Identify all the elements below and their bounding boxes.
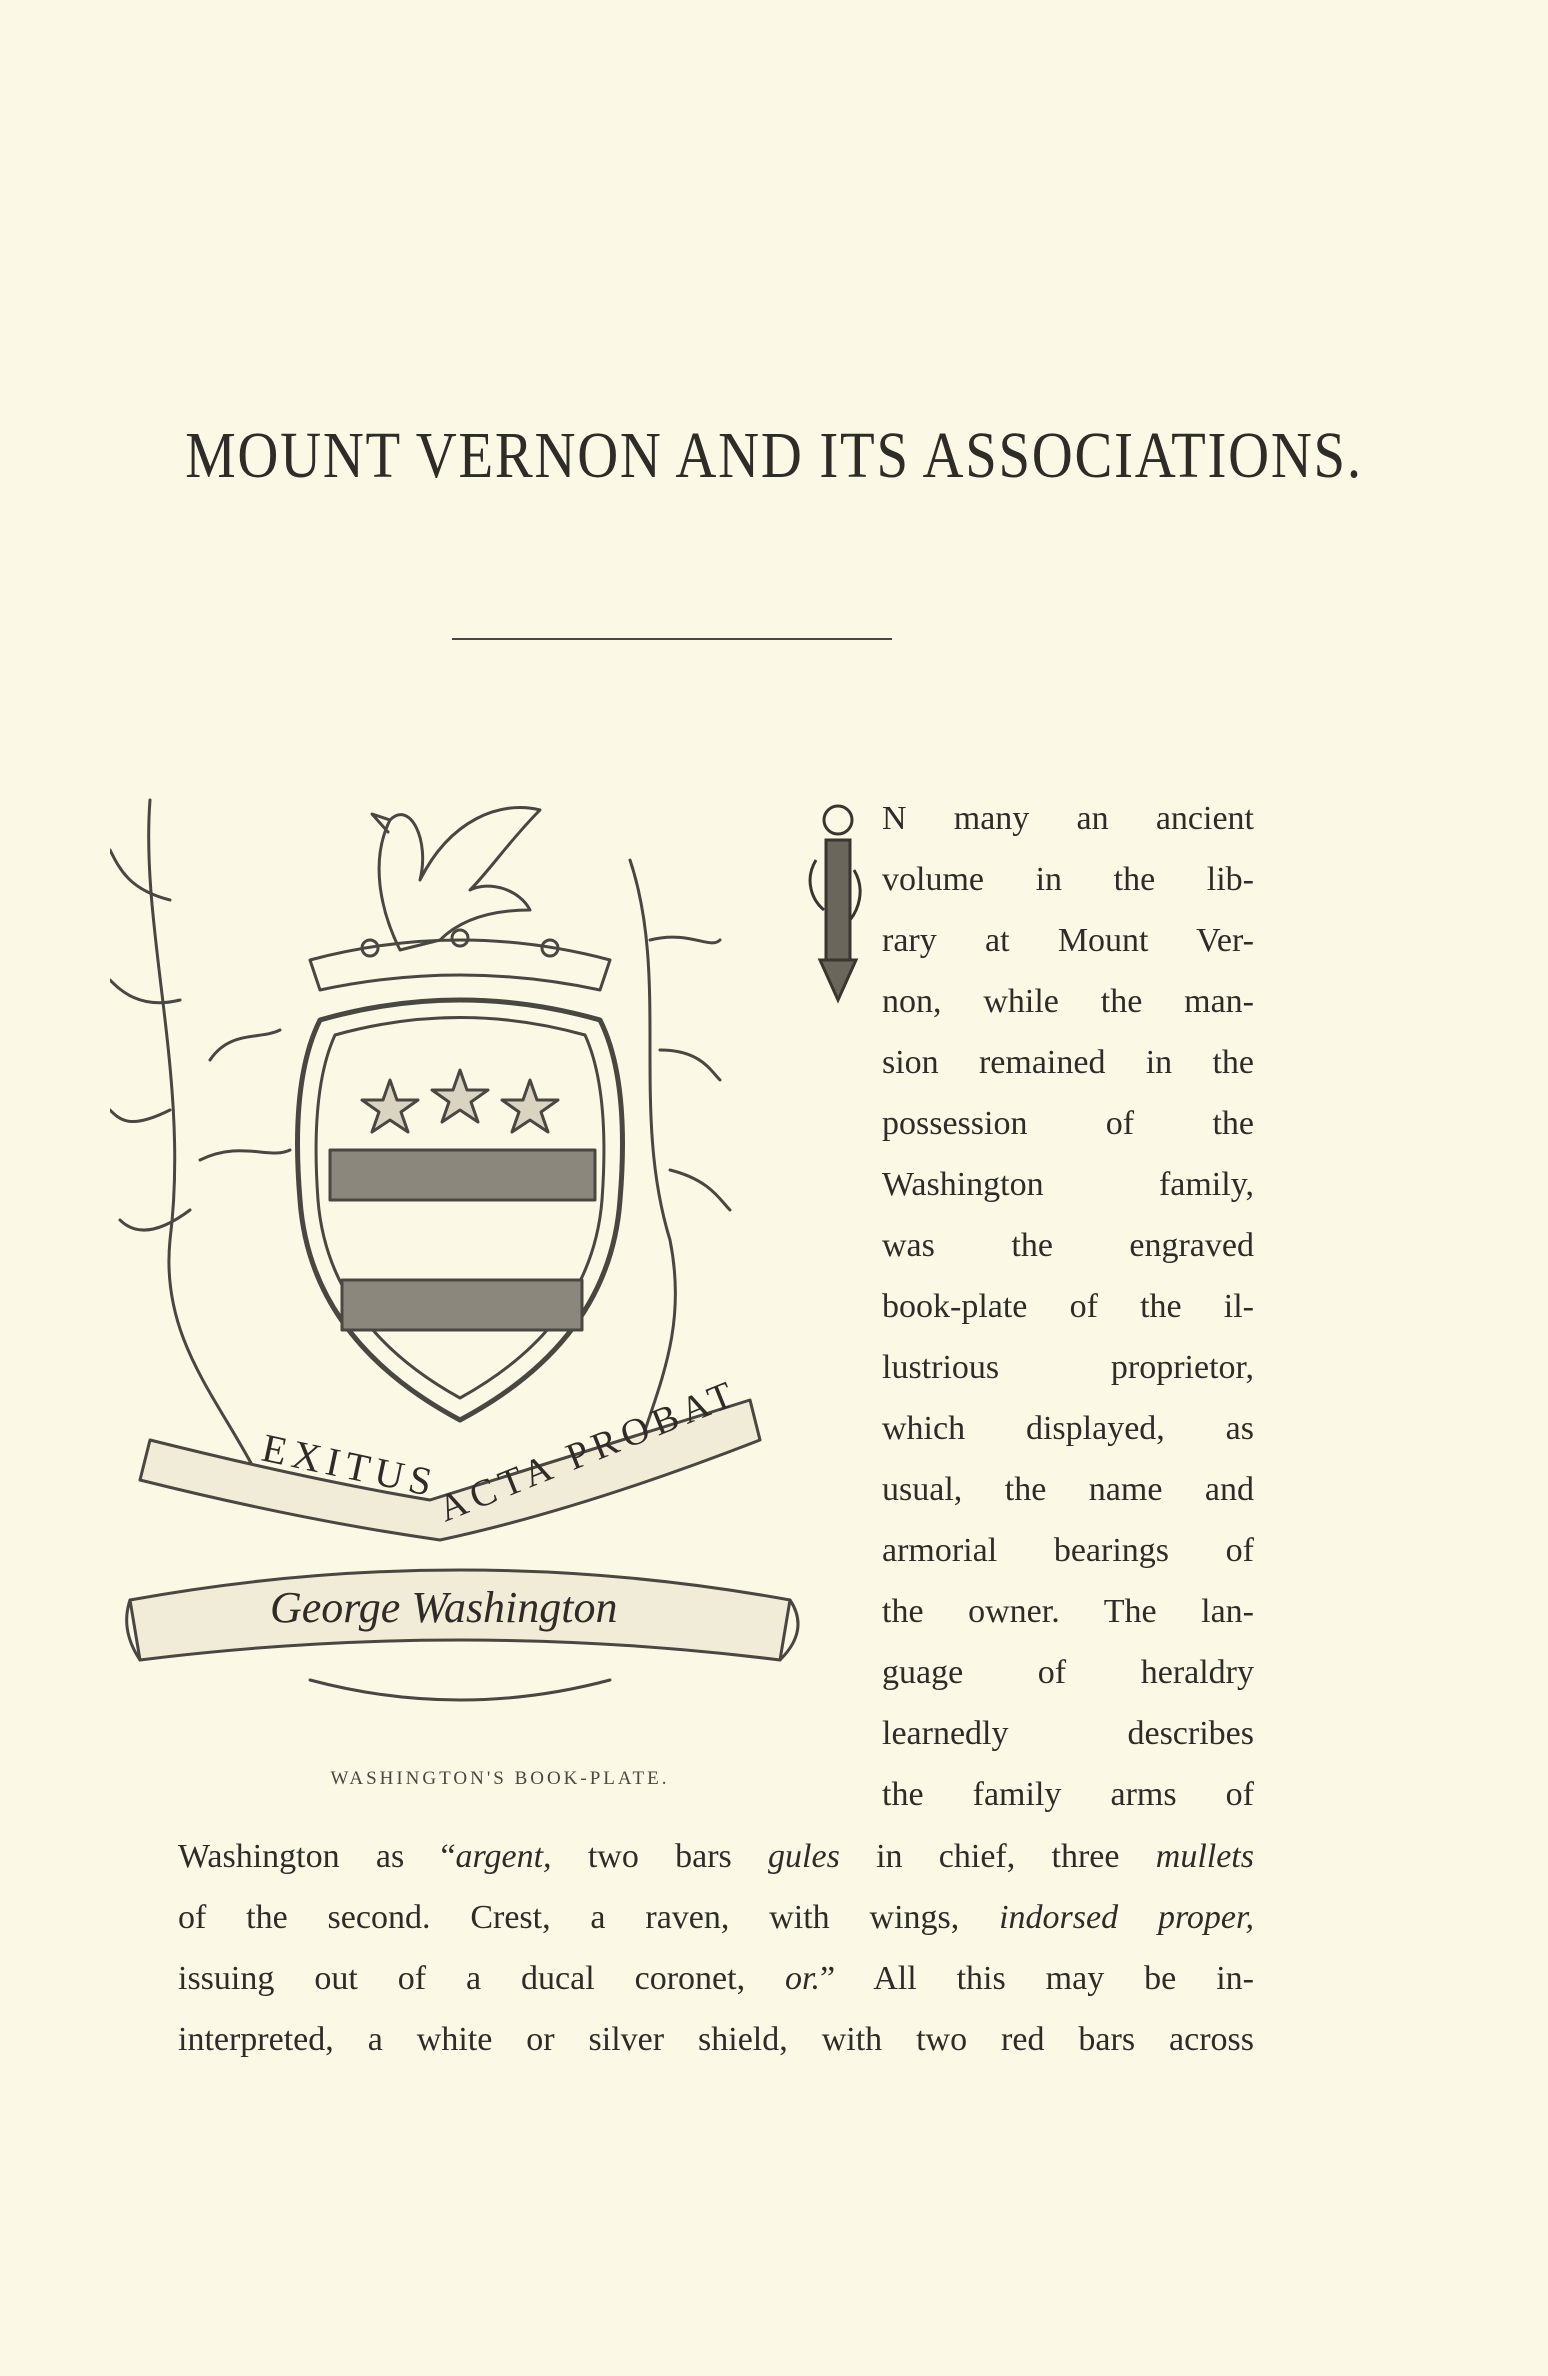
star-icon (362, 1070, 558, 1132)
text-line: learnedly describes (882, 1715, 1254, 1752)
text-line (178, 1826, 1254, 1887)
figure-caption: WASHINGTON'S BOOK-PLATE. (330, 1768, 670, 1789)
text-segment: issuing out of a ducal coronet, (178, 1960, 786, 1997)
text-line: usual, the name and (882, 1471, 1254, 1508)
text-line: non, while the man- (882, 983, 1254, 1020)
text-line: possession of the (882, 1105, 1254, 1142)
text-line: book-plate of the il- (882, 1288, 1254, 1325)
shield-bar-lower (342, 1280, 582, 1330)
text-segment: of the second. Crest, a raven, with wings, (178, 1899, 1000, 1936)
full-width-text (178, 1826, 1254, 2070)
motto-left: EXITUS (258, 1424, 442, 1506)
shield-bar-upper (330, 1150, 595, 1200)
drop-cap-ornament (808, 800, 864, 1020)
motto-right: ACTA PROBAT (432, 1371, 745, 1531)
text-line: sion remained in the (882, 1044, 1254, 1081)
drop-cap-i-icon (808, 800, 864, 1020)
text-segment: Washington as “ (178, 1838, 456, 1875)
text-segment: in chief, three (839, 1838, 1156, 1875)
bookplate-engraving (110, 780, 830, 1740)
text-line: Washington family, (882, 1166, 1254, 1203)
page-title: MOUNT VERNON AND ITS ASSOCIATIONS. (185, 419, 1363, 492)
text-line: was the engraved (882, 1227, 1254, 1264)
text-line (178, 1948, 1254, 2009)
bookplate-illustration (110, 780, 830, 1740)
text-line: volume in the lib- (882, 861, 1254, 898)
text-segment-italic: indorsed proper, (999, 1899, 1254, 1936)
text-line: rary at Mount Ver- (882, 922, 1254, 959)
shield-outline (298, 1000, 623, 1420)
text-line: the family arms of (882, 1776, 1254, 1813)
text-segment: ” All this may be in- (820, 1960, 1254, 1997)
text-segment-italic: argent, (455, 1838, 552, 1875)
foliage-left (149, 800, 260, 1480)
text-line: which displayed, as (882, 1410, 1254, 1447)
text-line: armorial bearings of (882, 1532, 1254, 1569)
title-divider (452, 638, 892, 640)
text-line: the owner. The lan- (882, 1593, 1254, 1630)
text-line: guage of heraldry (882, 1654, 1254, 1691)
text-line (178, 1887, 1254, 1948)
text-segment-italic: mullets (1155, 1838, 1254, 1875)
signature: George Washington (270, 1583, 618, 1632)
text-segment: two bars (551, 1838, 769, 1875)
text-line: N many an ancient (882, 800, 1254, 837)
text-line: lustrious proprietor, (882, 1349, 1254, 1386)
text-segment-italic: gules (768, 1838, 840, 1875)
text-segment-italic: or. (785, 1960, 821, 1997)
text-column (882, 788, 1254, 1825)
text-line: interpreted, a white or silver shield, with two red bars across (178, 2021, 1254, 2058)
